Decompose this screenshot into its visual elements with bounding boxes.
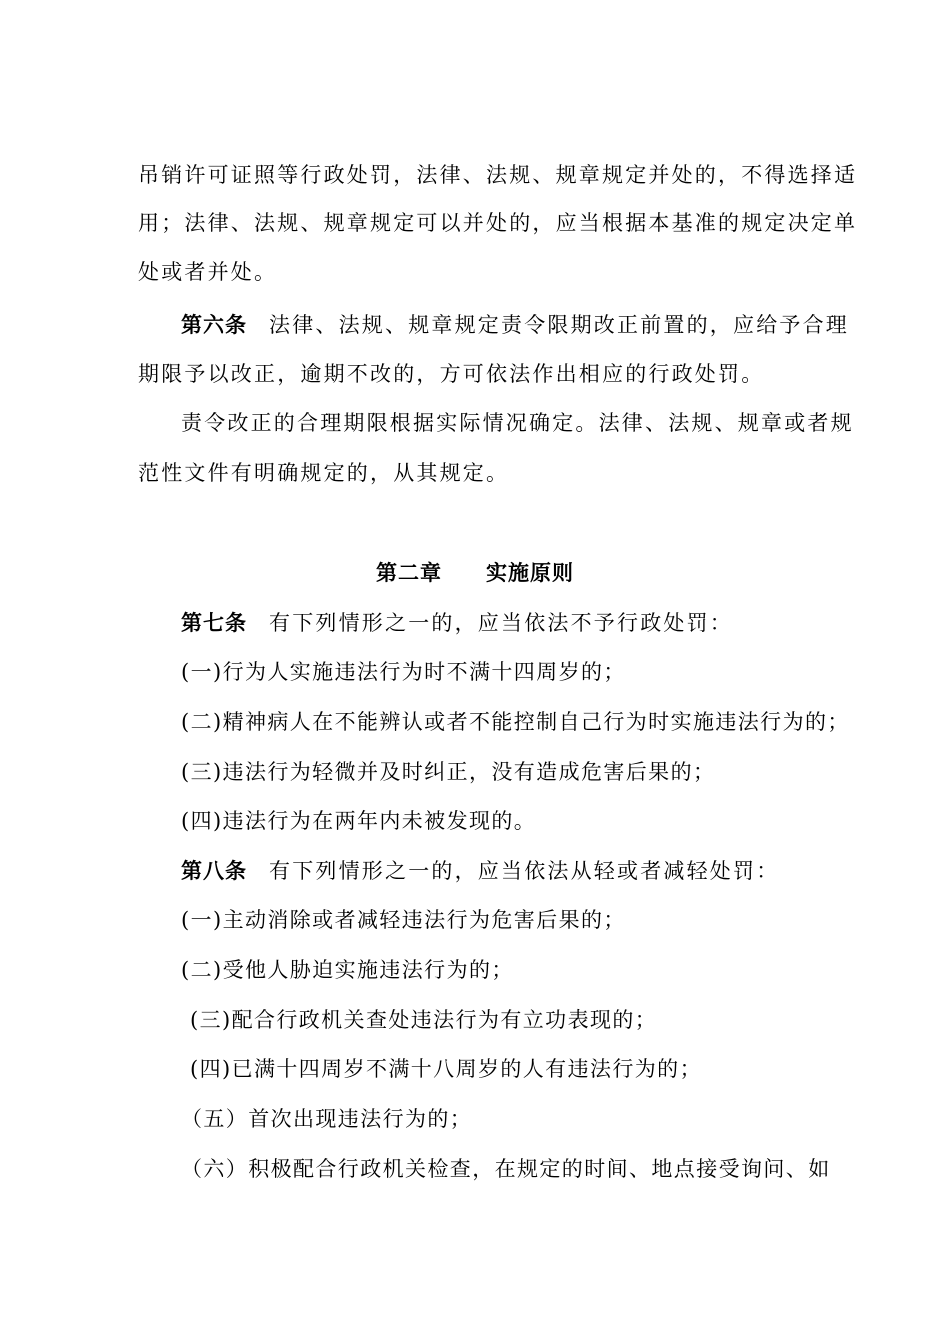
article-6-line: 期限予以改正，逾期不改的，方可依法作出相应的行政处罚。 <box>138 362 765 386</box>
article-number: 第六条 <box>181 313 247 337</box>
list-item: (三)配合行政机关查处违法行为有立功表现的； <box>190 1008 658 1032</box>
list-item: (二)受他人胁迫实施违法行为的； <box>181 958 514 982</box>
list-item: (一)主动消除或者减轻违法行为危害后果的； <box>181 908 626 932</box>
chapter-heading <box>0 558 950 588</box>
article-text: 法律、法规、规章规定责令限期改正前置的，应给予合理 <box>269 313 849 337</box>
paragraph-line: 用；法律、法规、规章规定可以并处的，应当根据本基准的规定决定单 <box>138 211 858 235</box>
article-8-line <box>181 856 881 886</box>
article-text: 有下列情形之一的，应当依法从轻或者减轻处罚： <box>269 859 780 883</box>
list-item: （六）积极配合行政机关检查，在规定的时间、地点接受询问、如 <box>181 1157 831 1181</box>
article-6-line: 范性文件有明确规定的，从其规定。 <box>138 461 510 485</box>
list-item: (一)行为人实施违法行为时不满十四周岁的； <box>181 660 626 684</box>
list-item: (四)已满十四周岁不满十八周岁的人有违法行为的； <box>190 1057 702 1081</box>
article-6-line: 责令改正的合理期限根据实际情况确定。法律、法规、规章或者规 <box>181 411 854 435</box>
chapter-number: 第二章 <box>376 561 442 585</box>
chapter-title: 实施原则 <box>486 561 574 585</box>
list-item: (四)违法行为在两年内未被发现的。 <box>181 809 537 833</box>
article-number: 第七条 <box>181 611 247 635</box>
list-item: (三)违法行为轻微并及时纠正，没有造成危害后果的； <box>181 760 716 784</box>
paragraph-line: 处或者并处。 <box>138 260 278 284</box>
article-7-line <box>181 608 881 638</box>
article-6-line <box>181 310 881 340</box>
paragraph-line: 吊销许可证照等行政处罚，法律、法规、规章规定并处的，不得选择适 <box>138 163 858 187</box>
article-number: 第八条 <box>181 859 247 883</box>
list-item: (二)精神病人在不能辨认或者不能控制自己行为时实施违法行为的； <box>181 710 850 734</box>
article-text: 有下列情形之一的，应当依法不予行政处罚： <box>269 611 733 635</box>
list-item: （五）首次出现违法行为的； <box>181 1107 473 1131</box>
